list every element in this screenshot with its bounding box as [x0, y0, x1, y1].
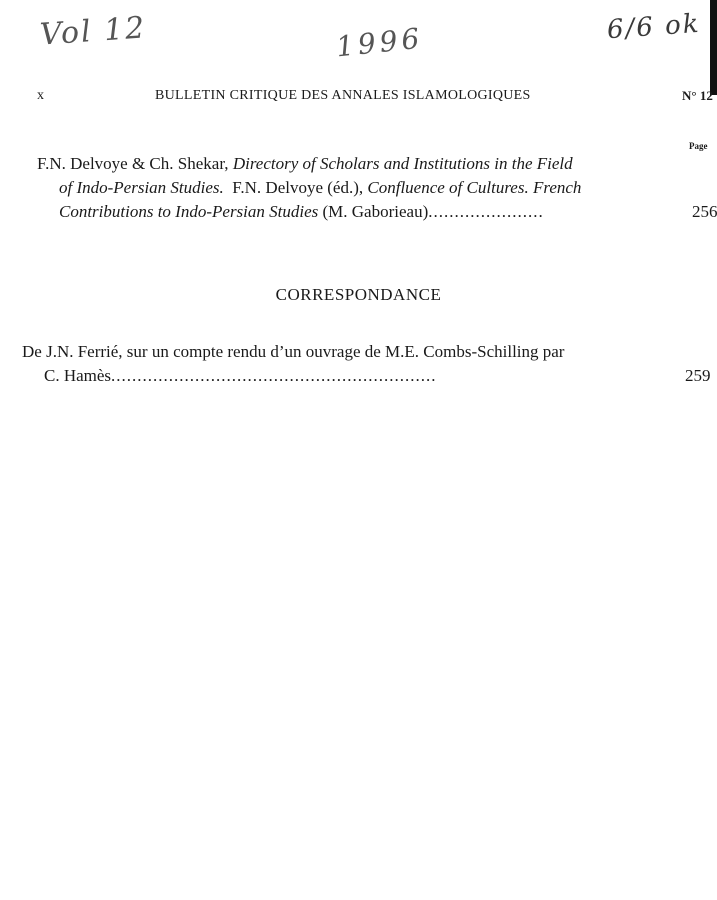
reviewer-name: (M. Gaborieau) [318, 202, 429, 221]
handwritten-volume-note: Vol 12 [38, 10, 148, 53]
page-number: 256 [692, 202, 717, 221]
toc-entry-line [22, 340, 697, 364]
book-title: of Indo-Persian Studies. [59, 178, 224, 197]
dot-leader: .............................................................. [111, 366, 437, 385]
running-header [0, 88, 717, 108]
author-names: F.N. Delvoye & Ch. Shekar, [37, 154, 233, 173]
handwritten-check-note: 6/6 ok [606, 8, 702, 46]
page-number: 259 [685, 366, 711, 385]
toc-entry-delvoye[interactable] [37, 152, 717, 224]
page-column-label: Page [689, 141, 708, 151]
toc-entry-ferrie[interactable] [22, 340, 711, 388]
toc-entry-line [37, 176, 697, 200]
toc-entry-line [22, 364, 711, 388]
book-title: Directory of Scholars and Institutions in the Field [232, 154, 573, 173]
dot-leader: ...................... [428, 202, 544, 221]
toc-entry-line [37, 200, 717, 224]
scan-edge-shadow [710, 0, 717, 95]
entry-text: De J.N. Ferrié, sur un compte rendu d’un ouvrage de M.E. Combs-Schilling par [22, 342, 565, 361]
page-folio: x [37, 88, 44, 103]
reviewer-name: C. Hamès [44, 366, 112, 385]
section-heading: CORRESPONDANCE [275, 285, 442, 304]
toc-entry-line [37, 152, 697, 176]
book-title: Contributions to Indo-Persian Studies [59, 202, 319, 221]
editor-name: F.N. Delvoye (éd.), [223, 178, 368, 197]
issue-number: N° 12 [682, 88, 713, 103]
running-title: BULLETIN CRITIQUE DES ANNALES ISLAMOLOGIQUES [155, 88, 531, 103]
handwritten-year-note: 1996 [334, 21, 425, 64]
book-title: Confluence of Cultures. French [367, 178, 582, 197]
